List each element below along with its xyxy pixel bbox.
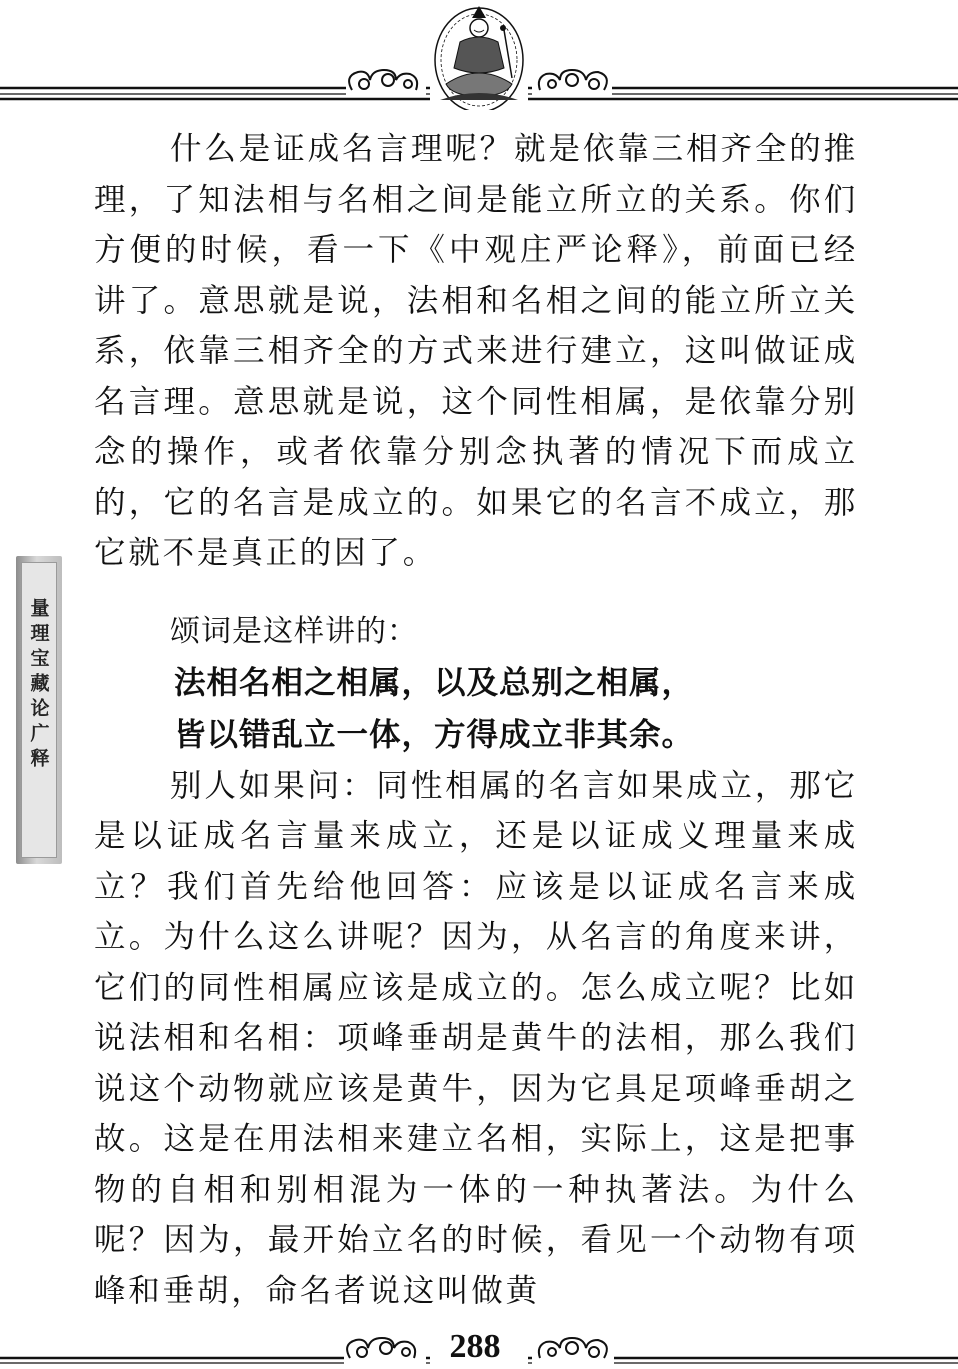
page-content [94,124,858,1316]
header-ornament [0,0,958,110]
side-tab [16,556,62,864]
verse-line-1: 法相名相之相属，以及总别之相属， [174,664,695,701]
footer-cloud-right-icon [532,1338,614,1366]
cloud-scroll-left-icon [346,70,426,96]
body-paragraph-2: 别人如果问：同性相属的名言如果成立，那它是以证成名言量来成立，还是以证成义理量来成立？我们首先给他回答：应该是以证成名言来成立。为什么这么讲呢？因为，从名言的角度来讲，它们的同性相属应该是成立的。怎么成立呢？比如说法相和名相：项峰垂胡是黄牛的法相，那么我们说这个动物就应该是黄牛，因为它具足项峰垂胡之故。这是在用法相来建立名相，实际上，这是把事物的自相和别相混为一体的一种执著法。为什么呢？因为，最开始立名的时候，看见一个动物有项峰和垂胡，命名者说这叫做黄 [94,767,858,1309]
deity-figure-icon [430,6,528,110]
body-paragraph-1: 什么是证成名言理呢？就是依靠三相齐全的推理，了知法相与名相之间是能立所立的关系。你们方便的时候，看一下《中观庄严论释》，前面已经讲了。意思就是说，法相和名相之间的能立所立关系，依靠三相齐全的方式来进行建立，这叫做证成名言理。意思就是说，这个同性相属，是依靠分别念的操作，或者依靠分别念执著的情况下而成立的，它的名言是成立的。如果它的名言不成立，那它就不是真正的因了。 [94,131,858,571]
side-tab-title: 量理宝藏论广释 [27,598,50,773]
footer-cloud-left-icon [344,1338,426,1366]
cloud-scroll-right-icon [532,70,612,96]
verse-intro: 颂词是这样讲的： [170,613,418,649]
page-number: 288 [449,1328,501,1365]
verse-line-2: 皆以错乱立一体，方得成立非其余。 [174,716,695,753]
